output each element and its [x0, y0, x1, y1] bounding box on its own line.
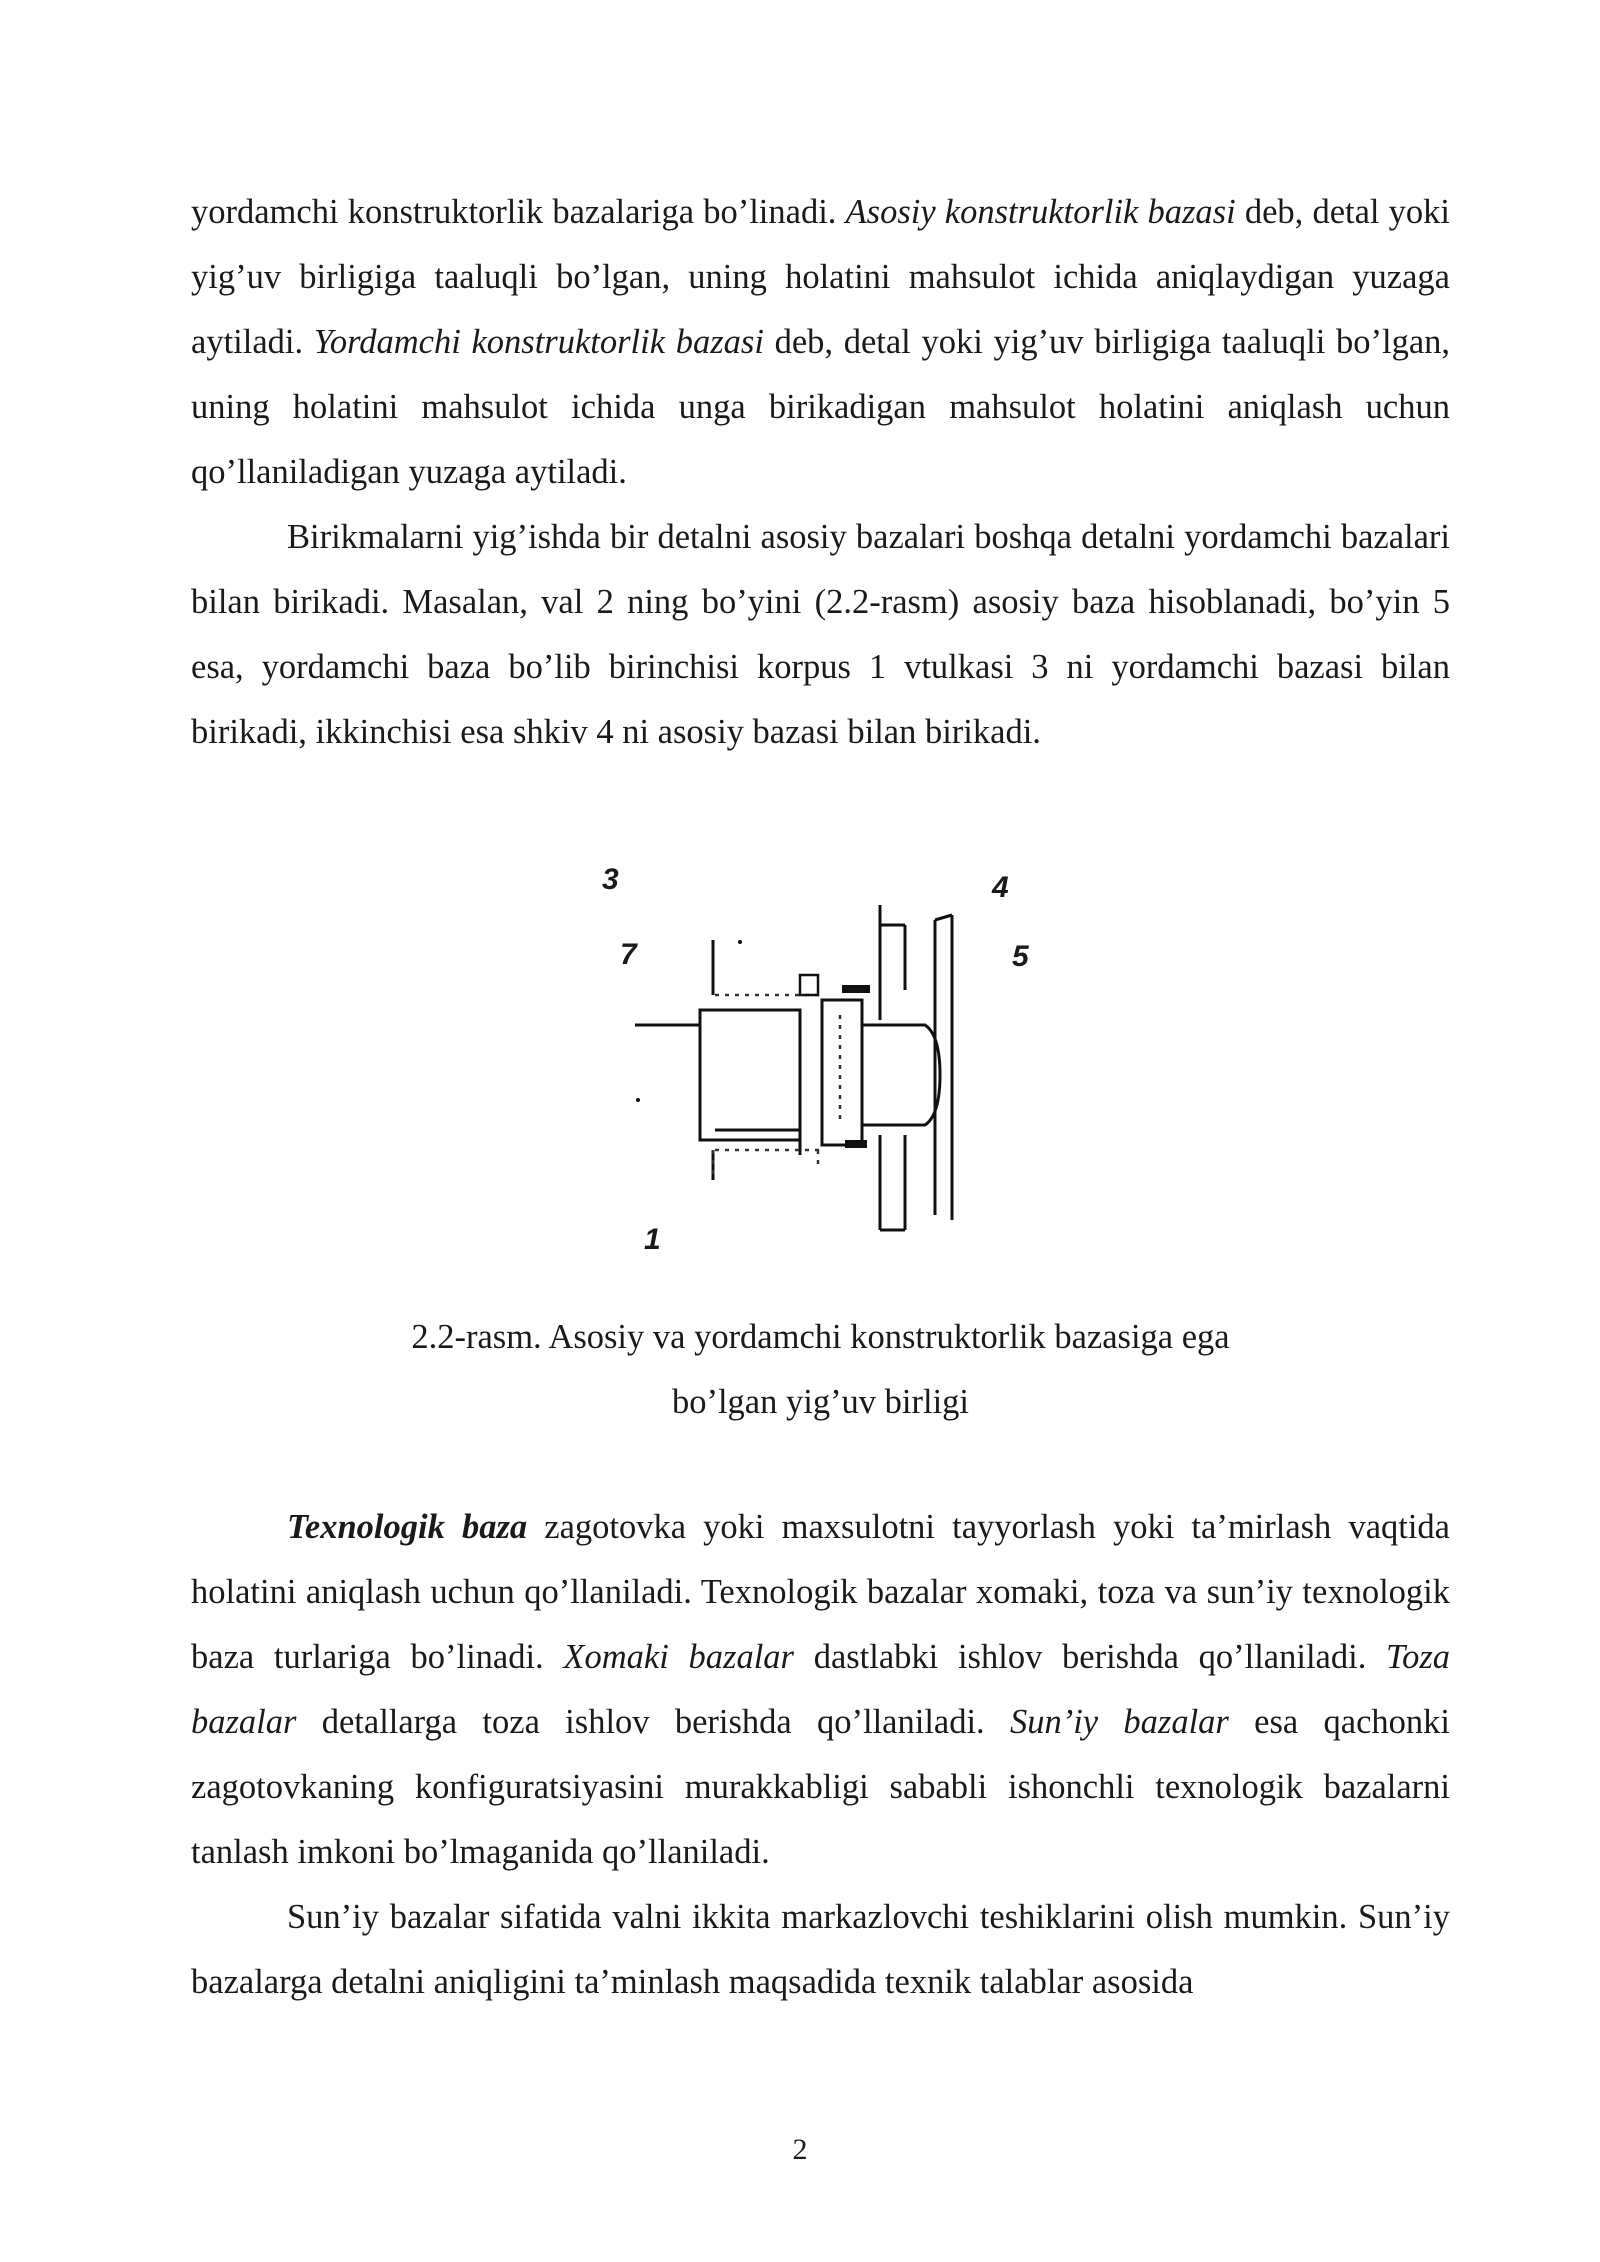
assembly-figure — [590, 860, 1050, 1280]
term-asosiy-konstruktorlik-bazasi: Asosiy konstruktorlik bazasi — [845, 193, 1236, 231]
term-xomaki-bazalar: Xomaki bazalar — [563, 1638, 794, 1676]
term-suniy-bazalar: Sun’iy bazalar — [1009, 1703, 1229, 1741]
paragraph-1-text-c: deb, detal yoki yig’uv birligiga taaluqli bo’lgan, uning holatini mahsulot ichida unga birikadigan mahsulot holatini aniqlash uchun qo’llaniladigan yuzaga aytiladi. — [191, 323, 1451, 491]
paragraph-3-text-c: detallarga toza ishlov berishda qo’llaniladi. — [296, 1703, 1010, 1741]
figure-label-1: 1 — [644, 1223, 661, 1256]
bearing-mark-top — [842, 985, 870, 993]
paragraph-1-text-a: yordamchi konstruktorlik bazalariga bo’linadi. — [191, 193, 846, 231]
dot-mark — [636, 1098, 640, 1102]
figure-label-3: 3 — [602, 863, 619, 896]
hub-outline — [700, 1010, 800, 1140]
figure-caption-line-1: 2.2-rasm. Asosiy va yordamchi konstruktorlik bazasiga ega — [411, 1318, 1230, 1356]
figure-label-5: 5 — [1012, 940, 1029, 973]
paragraph-3-text-b: dastlabki ishlov berishda qo’llaniladi. — [793, 1638, 1387, 1676]
paragraph-4: Sun’iy bazalar sifatida valni ikkita markazlovchi teshiklarini olish mumkin. Sun’iy bazalarga detalni aniqligini ta’minlash maqsadida texnik talablar asosida — [191, 1898, 1450, 2001]
paragraph-1 — [191, 180, 1450, 505]
figure-caption-line-2: bo’lgan yig’uv birligi — [671, 1383, 970, 1421]
pulley-hub-curve — [862, 1025, 940, 1125]
assembly-drawing — [590, 860, 1050, 1280]
paragraph-3-text-a: zagotovka yoki maxsulotni tayyorlash yoki ta’mirlash vaqtida holatini aniqlash uchun qo’llaniladi. Texnologik bazalar xomaki, toza va sun’iy texnologik baza turlariga bo’linadi. — [191, 1508, 1450, 1676]
figure-label-4: 4 — [992, 871, 1009, 904]
flange-top — [935, 915, 952, 920]
term-toza-bazalar: Toza bazalar — [191, 1638, 1450, 1741]
figure-label-7: 7 — [620, 938, 637, 971]
paragraph-3 — [191, 1495, 1450, 1885]
spacer-outline — [822, 1000, 862, 1145]
small-detail-box — [800, 975, 818, 995]
term-yordamchi-konstruktorlik-bazasi: Yordamchi konstruktorlik bazasi — [313, 323, 764, 361]
paragraph-3-text-d: esa qachonki zagotovkaning konfiguratsiyasini murakkabligi sababli ishonchli texnologik bazalarni tanlash imkoni bo’lmaganida qo’llaniladi. — [191, 1703, 1450, 1871]
dot-mark — [738, 940, 742, 944]
paragraph-2: Birikmalarni yig’ishda bir detalni asosiy bazalari boshqa detalni yordamchi bazalari bilan birikadi. Masalan, val 2 ning bo’yini (2.2-rasm) asosiy baza hisoblanadi, bo’yin 5 esa, yordamchi baza bo’lib birinchisi korpus 1 vtulkasi 3 ni yordamchi bazasi bilan birikadi, ikkinchisi esa shkiv 4 ni asosiy bazasi bilan birikadi. — [191, 518, 1450, 751]
paragraph-1-text-b: deb, detal yoki yig’uv birligiga taaluqli bo’lgan, uning holatini mahsulot ichida aniqlaydigan yuzaga aytiladi. — [191, 193, 1450, 361]
page-number: 2 — [792, 2133, 808, 2166]
term-texnologik-baza: Texnologik baza — [287, 1508, 528, 1546]
bearing-mark-bottom — [845, 1140, 867, 1148]
